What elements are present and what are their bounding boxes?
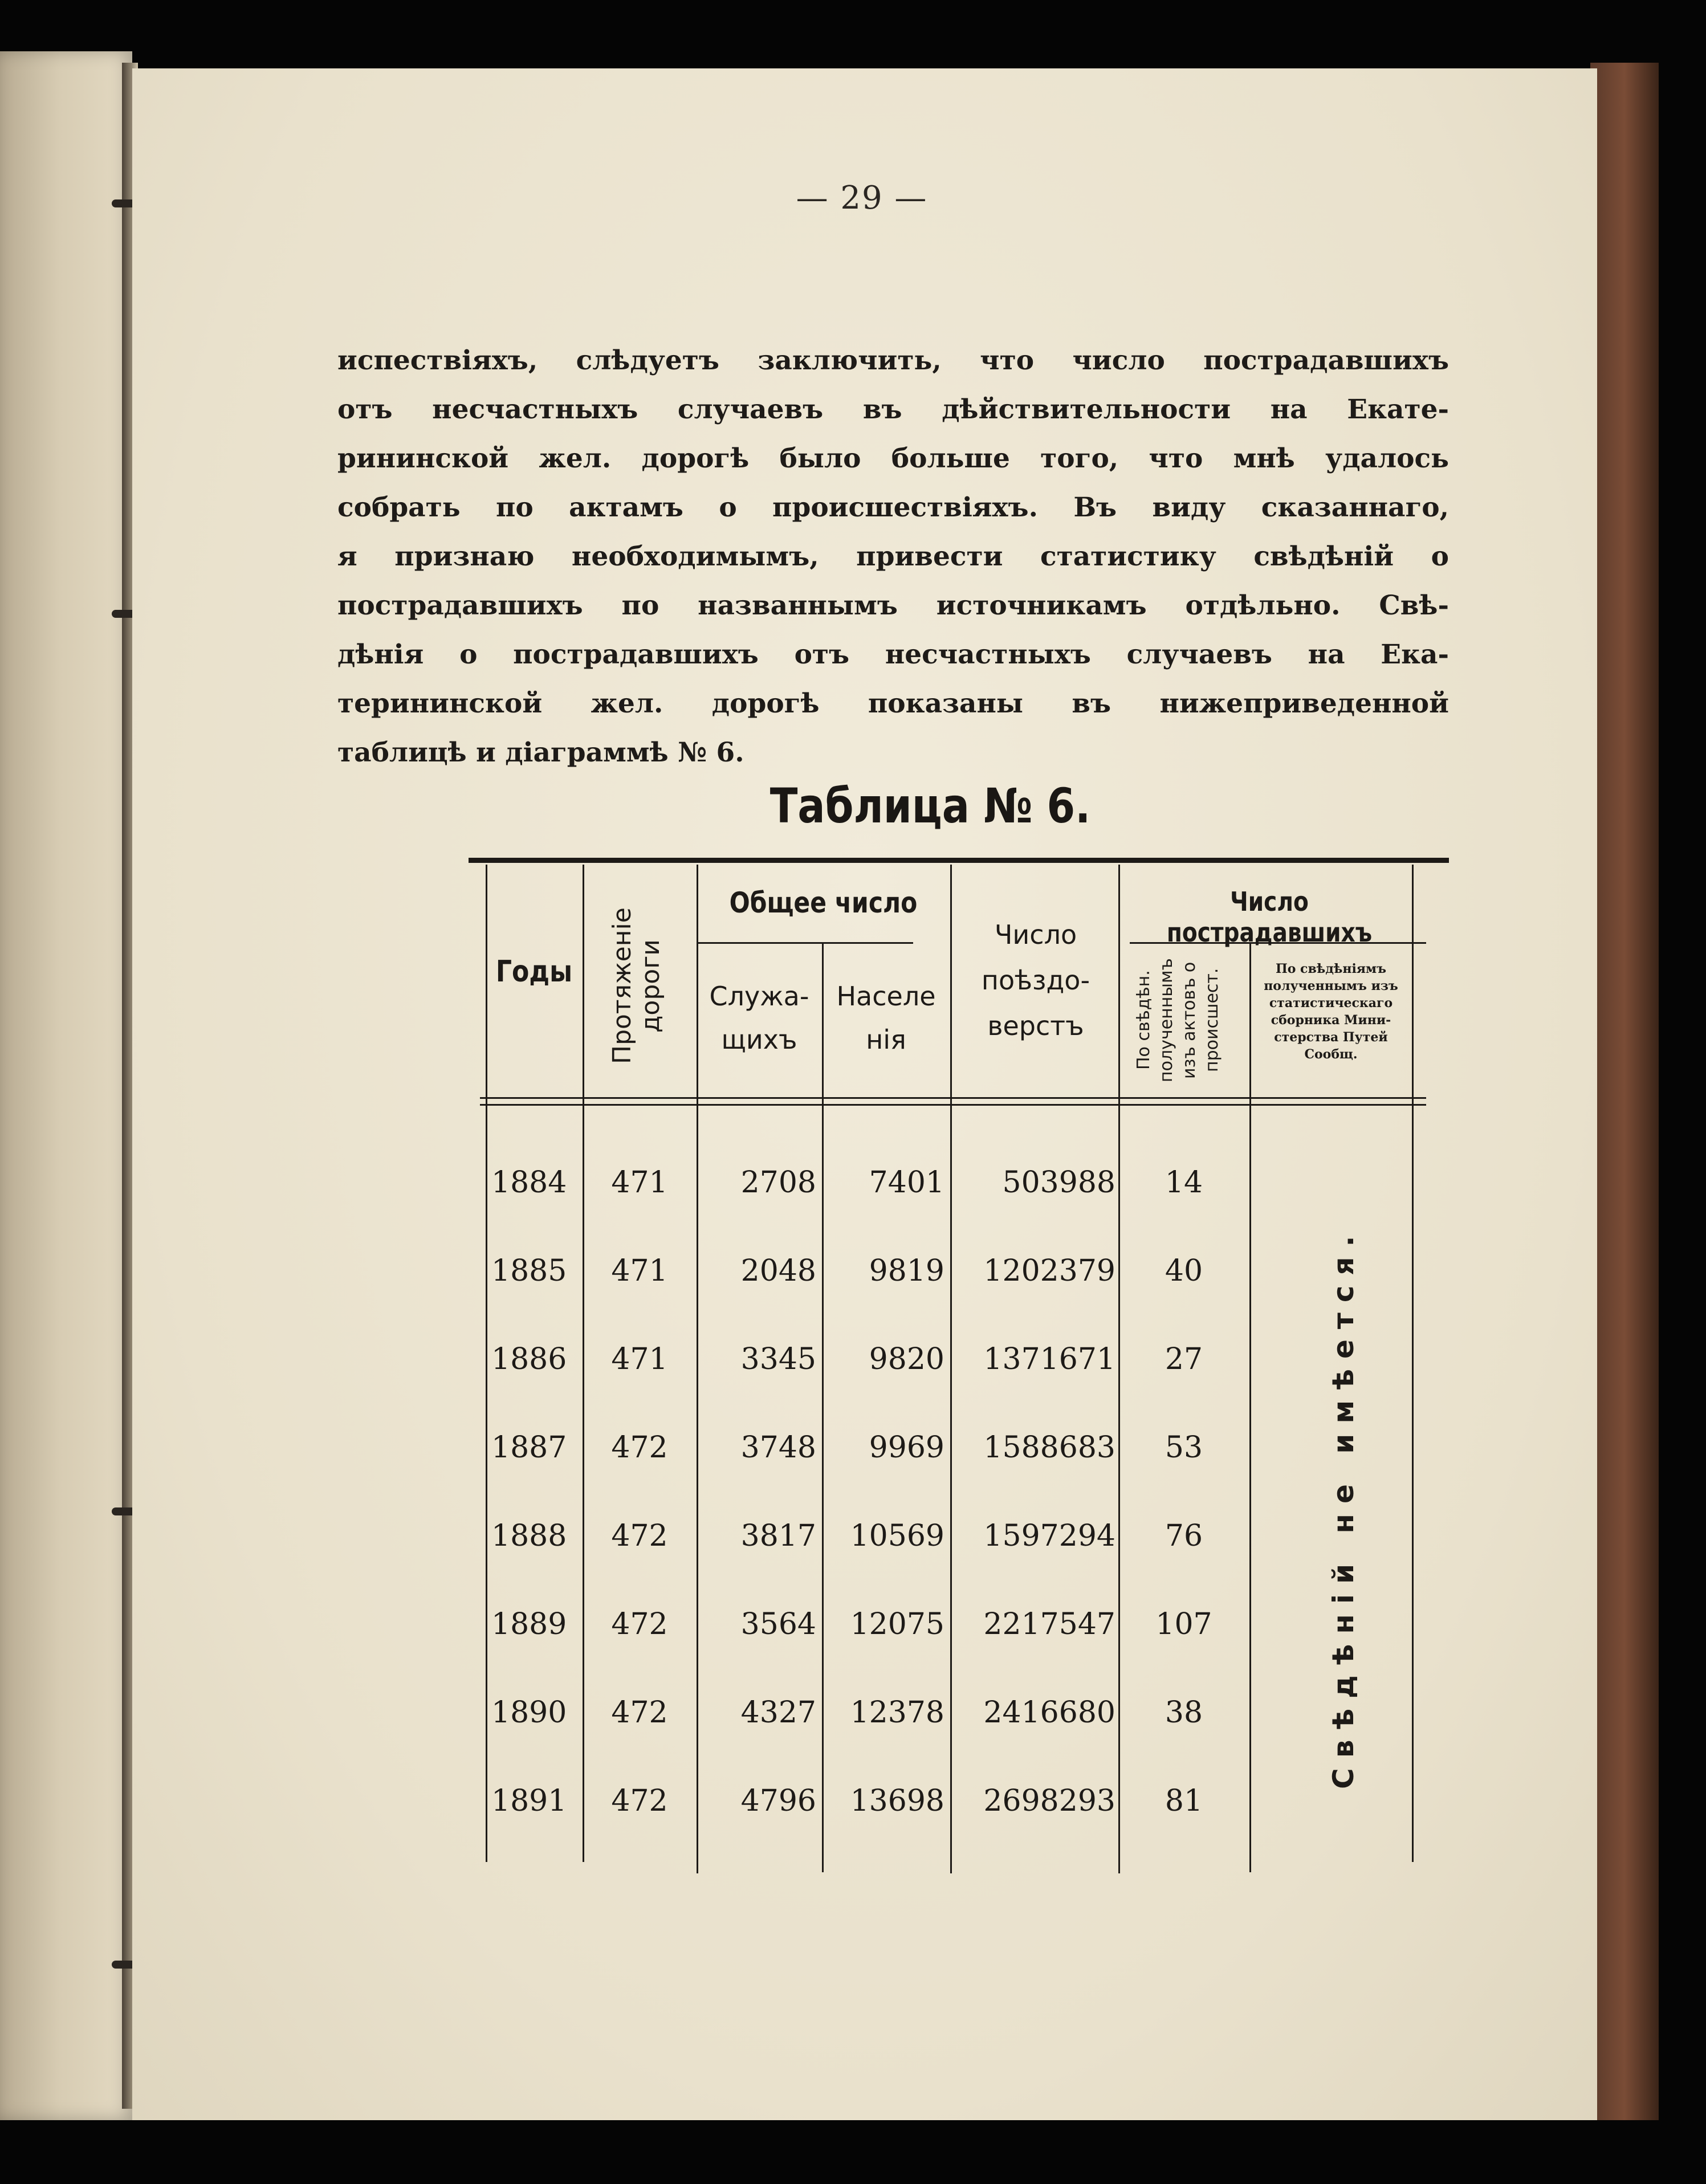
paragraph-line: таблицѣ и діаграммѣ № 6. [337, 737, 744, 768]
table-row [469, 1337, 1267, 1422]
table-row [469, 1602, 1267, 1687]
table-row [469, 1248, 1267, 1334]
cell-employees: 2708 [740, 1166, 816, 1200]
cell-versts: 1597294 [983, 1519, 1115, 1553]
cell-acts: 14 [1165, 1166, 1203, 1200]
cell-acts: 81 [1165, 1784, 1203, 1818]
cell-acts: 53 [1165, 1431, 1203, 1465]
cell-population: 9819 [869, 1254, 944, 1288]
cell-year: 1891 [491, 1784, 567, 1818]
table-title: Таблица № 6. [769, 778, 1091, 834]
cell-employees: 3345 [740, 1342, 816, 1376]
table-row [469, 1160, 1267, 1245]
header-by-acts: По свѣдѣн. полученнымъ изъ актовъ о происшест. [1134, 958, 1222, 1082]
cell-year: 1887 [491, 1431, 567, 1465]
page-number: — 29 — [796, 180, 928, 217]
cell-employees: 3817 [740, 1519, 816, 1553]
cell-length: 472 [611, 1431, 668, 1465]
paragraph-line: дѣнія о пострадавшихъ отъ несчастныхъ случаевъ на Ека- [337, 639, 1449, 670]
cell-versts: 2416680 [983, 1696, 1115, 1730]
header-rule [480, 1104, 1426, 1106]
cell-length: 472 [611, 1607, 668, 1641]
header-years: Годы [495, 955, 573, 989]
table-vline [1412, 865, 1414, 1862]
cell-employees: 3564 [740, 1607, 816, 1641]
header-rule [480, 1097, 1426, 1099]
book-cover-edge [1590, 63, 1659, 2120]
left-page-edge [0, 51, 132, 2120]
table-top-rule [469, 858, 1449, 863]
header-by-ministry: По свѣдѣніямъ полученнымъ изъ статистическаго сборника Мини- стерства Путей Сообщ. [1264, 961, 1398, 1062]
cell-versts: 1588683 [983, 1431, 1115, 1465]
paragraph-line: терининской жел. дорогѣ показаны въ нижеприведенной [337, 688, 1449, 719]
cell-population: 9820 [869, 1342, 944, 1376]
cell-population: 12075 [850, 1607, 944, 1641]
header-victims-group: Число пострадавшихъ [1166, 886, 1373, 948]
cell-length: 472 [611, 1784, 668, 1818]
cell-length: 472 [611, 1696, 668, 1730]
cell-population: 13698 [850, 1784, 944, 1818]
book-page [132, 68, 1597, 2120]
cell-employees: 3748 [740, 1431, 816, 1465]
paragraph-line: отъ несчастныхъ случаевъ въ дѣйствительности на Екате- [337, 394, 1449, 425]
cell-year: 1886 [491, 1342, 567, 1376]
cell-acts: 107 [1155, 1607, 1212, 1641]
header-population: Населе нія [836, 981, 936, 1055]
cell-year: 1889 [491, 1607, 567, 1641]
header-passenger-versts: Число поѣздо- верстъ [981, 919, 1090, 1041]
cell-employees: 4327 [740, 1696, 816, 1730]
header-total-group: Общее число [729, 886, 918, 919]
cell-acts: 40 [1165, 1254, 1203, 1288]
table-row [469, 1690, 1267, 1775]
table-row [469, 1513, 1267, 1599]
cell-acts: 76 [1165, 1519, 1203, 1553]
table-row [469, 1425, 1267, 1510]
cell-population: 12378 [850, 1696, 944, 1730]
cell-acts: 27 [1165, 1342, 1203, 1376]
cell-length: 471 [611, 1342, 668, 1376]
header-employees: Служа- щихъ [709, 981, 809, 1055]
paragraph-line: пострадавшихъ по названнымъ источникамъ отдѣльно. Свѣ- [337, 590, 1449, 621]
cell-year: 1888 [491, 1519, 567, 1553]
cell-length: 471 [611, 1254, 668, 1288]
group-rule [697, 942, 913, 944]
cell-employees: 4796 [740, 1784, 816, 1818]
statistics-table [469, 858, 1449, 1872]
paragraph-line: рининской жел. дорогѣ было больше того, что мнѣ удалось [337, 443, 1449, 474]
cell-year: 1884 [491, 1166, 567, 1200]
cell-versts: 1202379 [983, 1254, 1115, 1288]
cell-acts: 38 [1165, 1696, 1203, 1730]
cell-employees: 2048 [740, 1254, 816, 1288]
cell-year: 1890 [491, 1696, 567, 1730]
table-row [469, 1778, 1267, 1864]
cell-population: 7401 [869, 1166, 944, 1200]
cell-versts: 2698293 [983, 1784, 1115, 1818]
cell-year: 1885 [491, 1254, 567, 1288]
cell-versts: 1371671 [983, 1342, 1115, 1376]
cell-length: 472 [611, 1519, 668, 1553]
no-data-note: Свѣдѣній не имѣется. [1327, 1225, 1360, 1790]
cell-versts: 2217547 [983, 1607, 1115, 1641]
cell-population: 10569 [850, 1519, 944, 1553]
cell-versts: 503988 [1002, 1166, 1115, 1200]
header-length: Протяженіе дороги [608, 907, 665, 1065]
cell-length: 471 [611, 1166, 668, 1200]
paragraph-line: испествіяхъ, слѣдуетъ заключить, что число пострадавшихъ [337, 345, 1449, 376]
paragraph-line: собрать по актамъ о проиcшествіяхъ. Въ виду сказаннаго, [337, 492, 1449, 523]
paragraph-line: я признаю необходимымъ, привести статистику свѣдѣній о [337, 541, 1449, 572]
body-paragraph [337, 336, 1449, 777]
cell-population: 9969 [869, 1431, 944, 1465]
